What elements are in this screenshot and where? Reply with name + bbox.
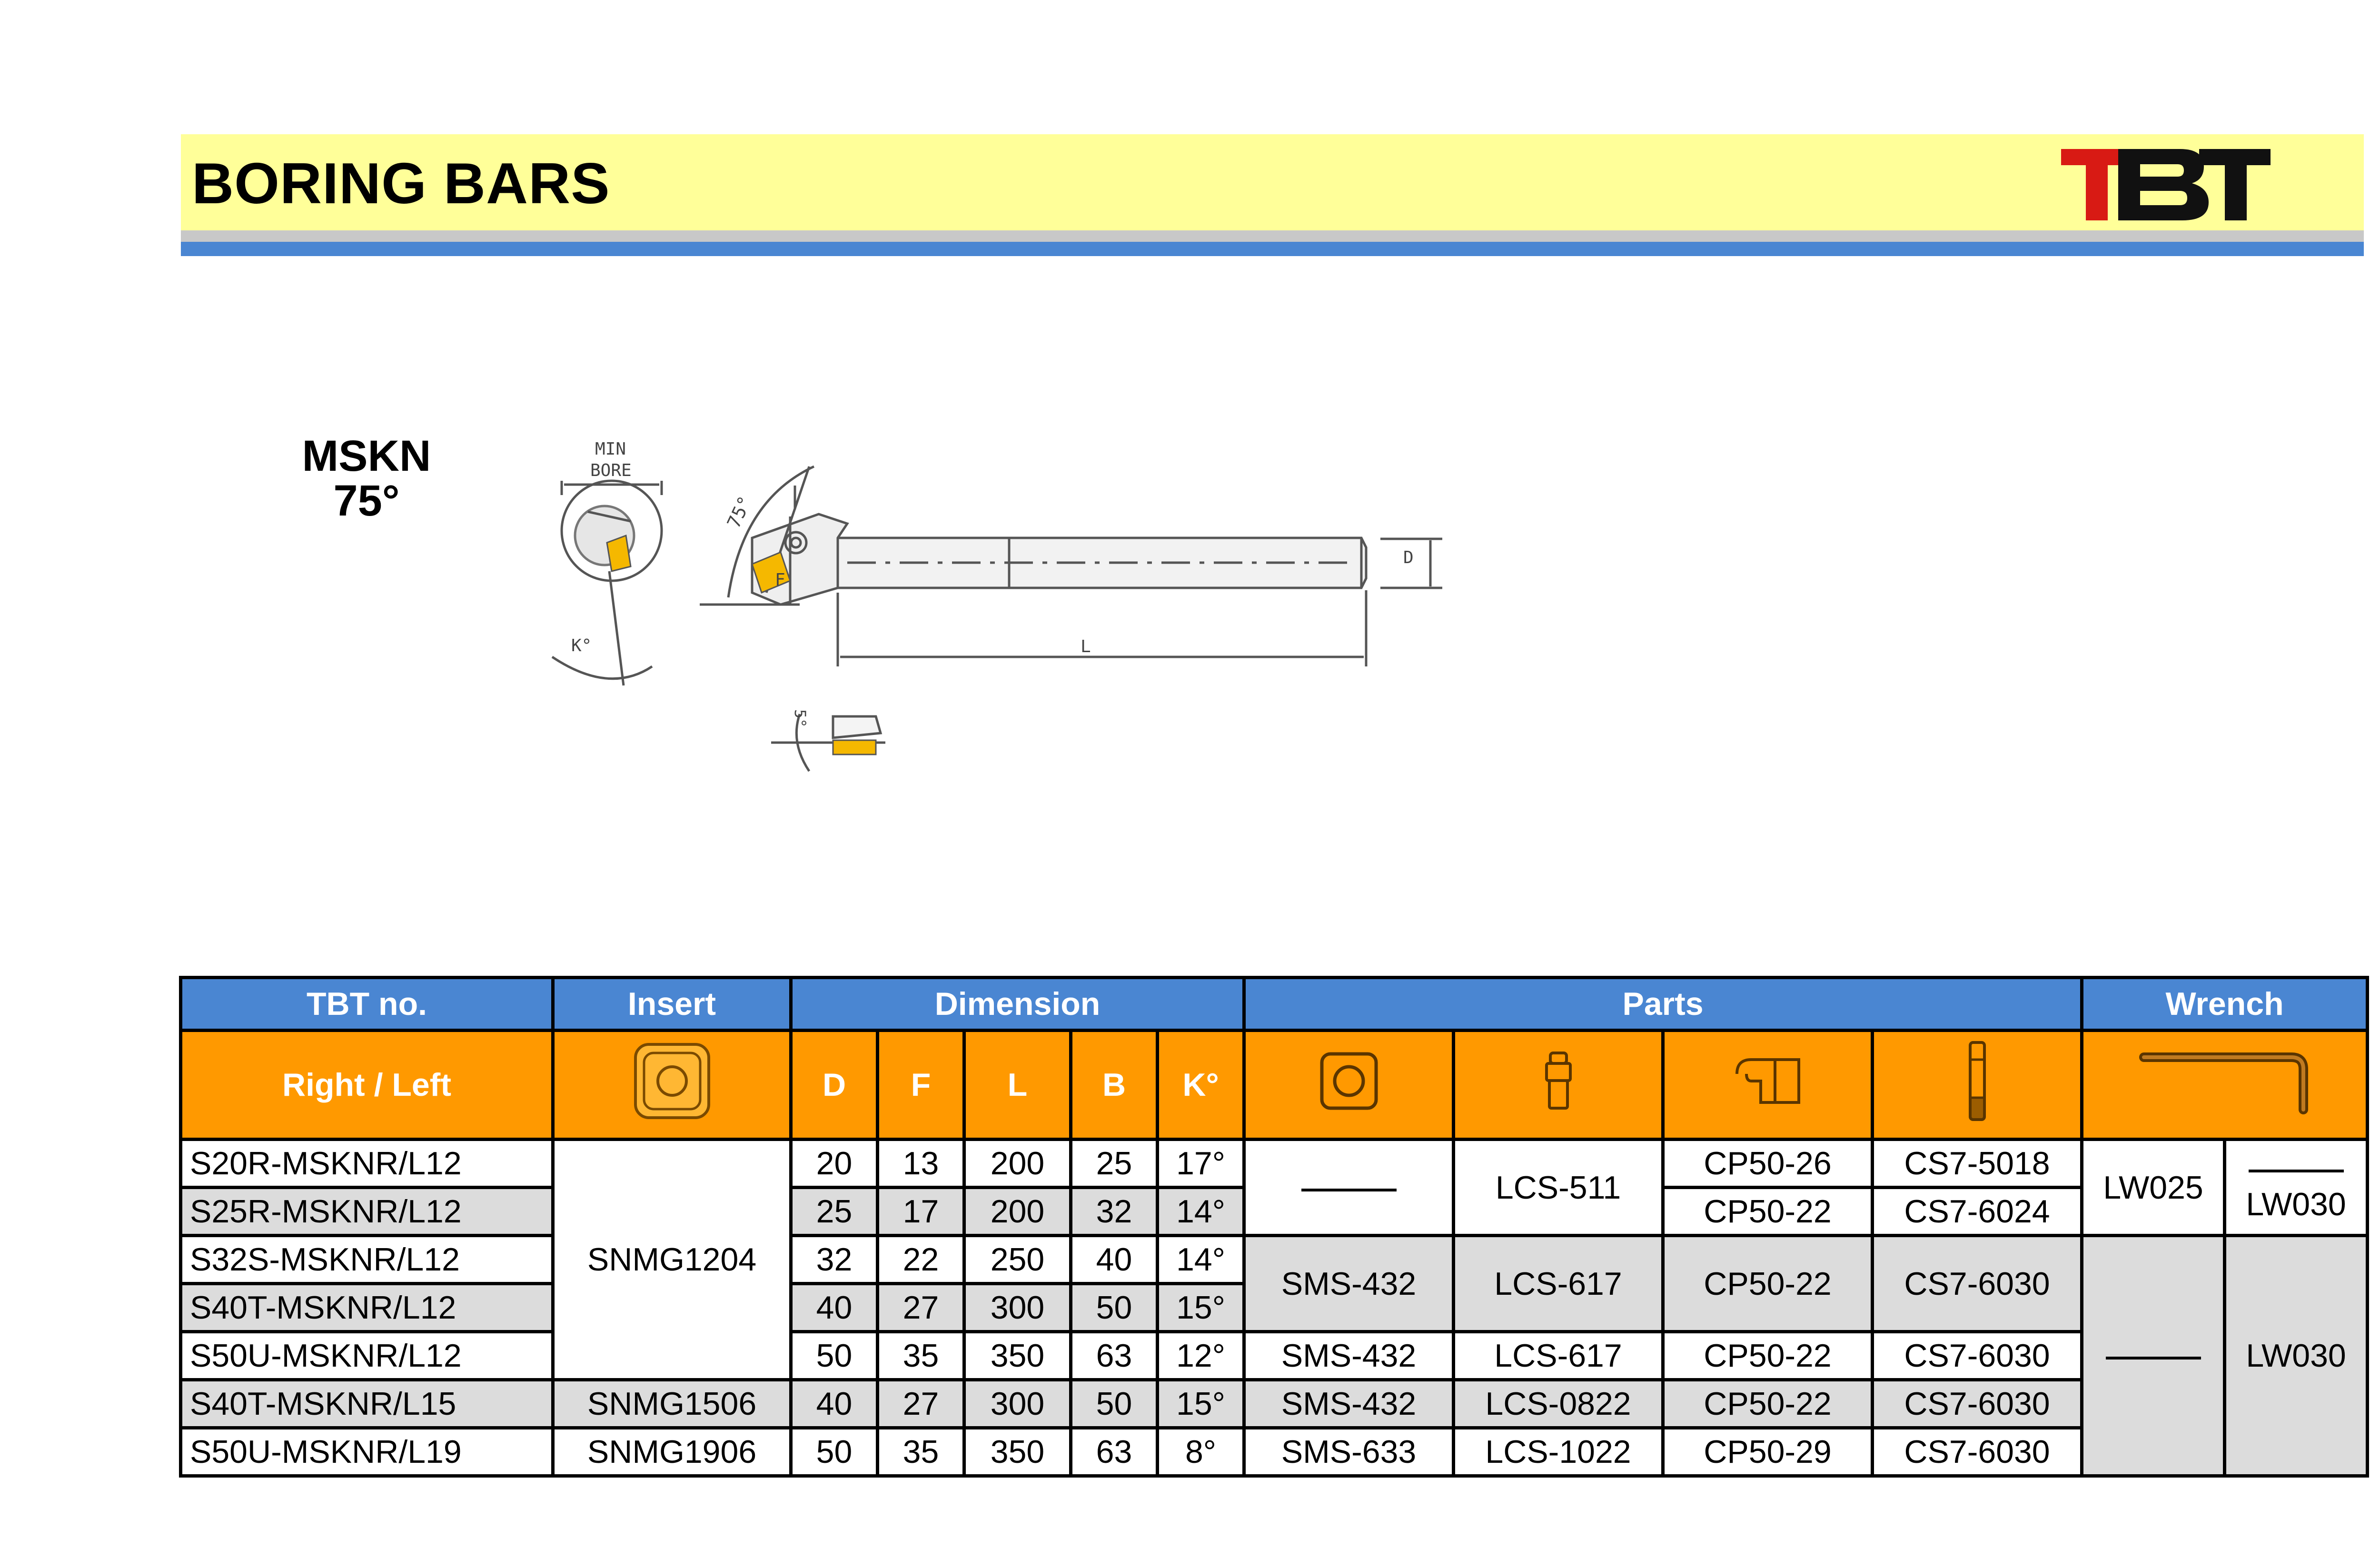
f-cell: 17 bbox=[878, 1188, 964, 1236]
table-row bbox=[181, 1332, 2368, 1380]
d-cell: 50 bbox=[791, 1332, 878, 1380]
sub-header-row bbox=[181, 1031, 2368, 1140]
shim-cell: SMS-432 bbox=[1244, 1380, 1454, 1428]
l-cell: 350 bbox=[964, 1428, 1071, 1476]
clamp-cell: CP50-22 bbox=[1663, 1236, 1873, 1332]
drawing-label-k: K° bbox=[571, 636, 592, 655]
clamp-icon bbox=[1732, 1055, 1804, 1115]
d-cell: 40 bbox=[791, 1380, 878, 1428]
empty-dash bbox=[1301, 1189, 1397, 1191]
shim-cell: SMS-633 bbox=[1244, 1428, 1454, 1476]
clamp-screw-cell: CS7-6030 bbox=[1873, 1332, 2082, 1380]
col-d: D bbox=[791, 1031, 878, 1140]
col-wrench-icon bbox=[2082, 1031, 2368, 1140]
drawing-label-d: D bbox=[1403, 548, 1414, 567]
tbt-no-cell: S25R-MSKNR/L12 bbox=[181, 1188, 553, 1236]
technical-drawing bbox=[543, 428, 1447, 793]
shim-cell: SMS-432 bbox=[1244, 1236, 1454, 1332]
col-clamp-screw-icon bbox=[1873, 1031, 2082, 1140]
drawing-label-min: MIN bbox=[595, 439, 626, 459]
clamp-screw-cell: CS7-6030 bbox=[1873, 1236, 2082, 1332]
l-cell: 300 bbox=[964, 1284, 1071, 1332]
insert-cell: SNMG1506 bbox=[553, 1380, 791, 1428]
spec-table bbox=[179, 976, 2369, 1478]
col-shim-icon bbox=[1244, 1031, 1454, 1140]
insert-cell: SNMG1204 bbox=[553, 1140, 791, 1380]
b-cell: 63 bbox=[1071, 1428, 1158, 1476]
col-k: K° bbox=[1158, 1031, 1244, 1140]
col-group-wrench: Wrench bbox=[2082, 978, 2368, 1031]
col-group-insert: Insert bbox=[553, 978, 791, 1031]
empty-dash bbox=[2106, 1357, 2201, 1360]
b-cell: 40 bbox=[1071, 1236, 1158, 1284]
tbt-no-cell: S50U-MSKNR/L12 bbox=[181, 1332, 553, 1380]
l-cell: 300 bbox=[964, 1380, 1071, 1428]
k-cell: 12° bbox=[1158, 1332, 1244, 1380]
clamp-cell: CP50-29 bbox=[1663, 1428, 1873, 1476]
f-cell: 35 bbox=[878, 1332, 964, 1380]
wrench-value: LW030 bbox=[2246, 1186, 2346, 1222]
k-cell: 14° bbox=[1158, 1236, 1244, 1284]
group-header-row bbox=[181, 978, 2368, 1031]
drawing-label-l: L bbox=[1081, 637, 1091, 656]
clamp-cell: CP50-22 bbox=[1663, 1188, 1873, 1236]
d-cell: 20 bbox=[791, 1140, 878, 1188]
col-group-tbt-no: TBT no. bbox=[181, 978, 553, 1031]
shim-cell-empty bbox=[1244, 1140, 1454, 1236]
drawing-label-clearance: 5° bbox=[791, 709, 809, 728]
col-b: B bbox=[1071, 1031, 1158, 1140]
shim-screw-cell: LCS-617 bbox=[1454, 1332, 1663, 1380]
d-cell: 50 bbox=[791, 1428, 878, 1476]
shim-screw-cell: LCS-617 bbox=[1454, 1236, 1663, 1332]
shim-screw-cell: LCS-1022 bbox=[1454, 1428, 1663, 1476]
wrench-cell-empty bbox=[2082, 1236, 2225, 1476]
f-cell: 27 bbox=[878, 1380, 964, 1428]
model-angle: 75° bbox=[333, 476, 400, 525]
wrench-cell bbox=[2225, 1140, 2368, 1236]
d-cell: 32 bbox=[791, 1236, 878, 1284]
f-cell: 13 bbox=[878, 1140, 964, 1188]
shim-icon bbox=[1318, 1050, 1380, 1120]
wrench-cell: LW025 bbox=[2082, 1140, 2225, 1236]
clamp-screw-cell: CS7-5018 bbox=[1873, 1140, 2082, 1188]
clamp-screw-cell: CS7-6030 bbox=[1873, 1428, 2082, 1476]
tbt-no-cell: S50U-MSKNR/L19 bbox=[181, 1428, 553, 1476]
col-group-parts: Parts bbox=[1244, 978, 2082, 1031]
b-cell: 63 bbox=[1071, 1332, 1158, 1380]
shim-screw-cell: LCS-0822 bbox=[1454, 1380, 1663, 1428]
tbt-no-cell: S40T-MSKNR/L12 bbox=[181, 1284, 553, 1332]
tbt-no-cell: S40T-MSKNR/L15 bbox=[181, 1380, 553, 1428]
k-cell: 15° bbox=[1158, 1380, 1244, 1428]
header-divider-grey bbox=[181, 230, 2364, 242]
drawing-label-angle: 75° bbox=[723, 493, 756, 532]
wrench-icon bbox=[2139, 1048, 2311, 1122]
drawing-label-f: F bbox=[775, 570, 785, 590]
col-shim-screw-icon bbox=[1454, 1031, 1663, 1140]
b-cell: 32 bbox=[1071, 1188, 1158, 1236]
wrench-cell: LW030 bbox=[2225, 1236, 2368, 1476]
col-clamp-icon bbox=[1663, 1031, 1873, 1140]
header-divider-blue bbox=[181, 242, 2364, 256]
brand-logo bbox=[2061, 145, 2271, 228]
l-cell: 200 bbox=[964, 1188, 1071, 1236]
clamp-cell: CP50-26 bbox=[1663, 1140, 1873, 1188]
table-row bbox=[181, 1236, 2368, 1284]
b-cell: 25 bbox=[1071, 1140, 1158, 1188]
col-right-left: Right / Left bbox=[181, 1031, 553, 1140]
k-cell: 17° bbox=[1158, 1140, 1244, 1188]
empty-dash bbox=[2249, 1170, 2344, 1172]
table-row bbox=[181, 1428, 2368, 1476]
col-group-dimension: Dimension bbox=[791, 978, 1244, 1031]
d-cell: 40 bbox=[791, 1284, 878, 1332]
b-cell: 50 bbox=[1071, 1284, 1158, 1332]
page-title: BORING BARS bbox=[192, 151, 610, 216]
l-cell: 250 bbox=[964, 1236, 1071, 1284]
table-row bbox=[181, 1140, 2368, 1188]
f-cell: 27 bbox=[878, 1284, 964, 1332]
shim-cell: SMS-432 bbox=[1244, 1332, 1454, 1380]
f-cell: 22 bbox=[878, 1236, 964, 1284]
d-cell: 25 bbox=[791, 1188, 878, 1236]
clamp-screw-icon bbox=[1965, 1041, 1989, 1129]
clamp-screw-cell: CS7-6024 bbox=[1873, 1188, 2082, 1236]
shim-screw-icon bbox=[1542, 1050, 1575, 1120]
f-cell: 35 bbox=[878, 1428, 964, 1476]
clamp-cell: CP50-22 bbox=[1663, 1380, 1873, 1428]
table-row bbox=[181, 1380, 2368, 1428]
drawing-label-bore: BORE bbox=[590, 461, 632, 480]
insert-icon bbox=[632, 1041, 713, 1129]
col-insert-icon bbox=[553, 1031, 791, 1140]
col-l: L bbox=[964, 1031, 1071, 1140]
clamp-cell: CP50-22 bbox=[1663, 1332, 1873, 1380]
k-cell: 8° bbox=[1158, 1428, 1244, 1476]
col-f: F bbox=[878, 1031, 964, 1140]
k-cell: 15° bbox=[1158, 1284, 1244, 1332]
tbt-no-cell: S20R-MSKNR/L12 bbox=[181, 1140, 553, 1188]
l-cell: 200 bbox=[964, 1140, 1071, 1188]
l-cell: 350 bbox=[964, 1332, 1071, 1380]
model-name: MSKN bbox=[302, 432, 431, 480]
b-cell: 50 bbox=[1071, 1380, 1158, 1428]
clamp-screw-cell: CS7-6030 bbox=[1873, 1380, 2082, 1428]
shim-screw-cell: LCS-511 bbox=[1454, 1140, 1663, 1236]
insert-cell: SNMG1906 bbox=[553, 1428, 791, 1476]
k-cell: 14° bbox=[1158, 1188, 1244, 1236]
tbt-no-cell: S32S-MSKNR/L12 bbox=[181, 1236, 553, 1284]
